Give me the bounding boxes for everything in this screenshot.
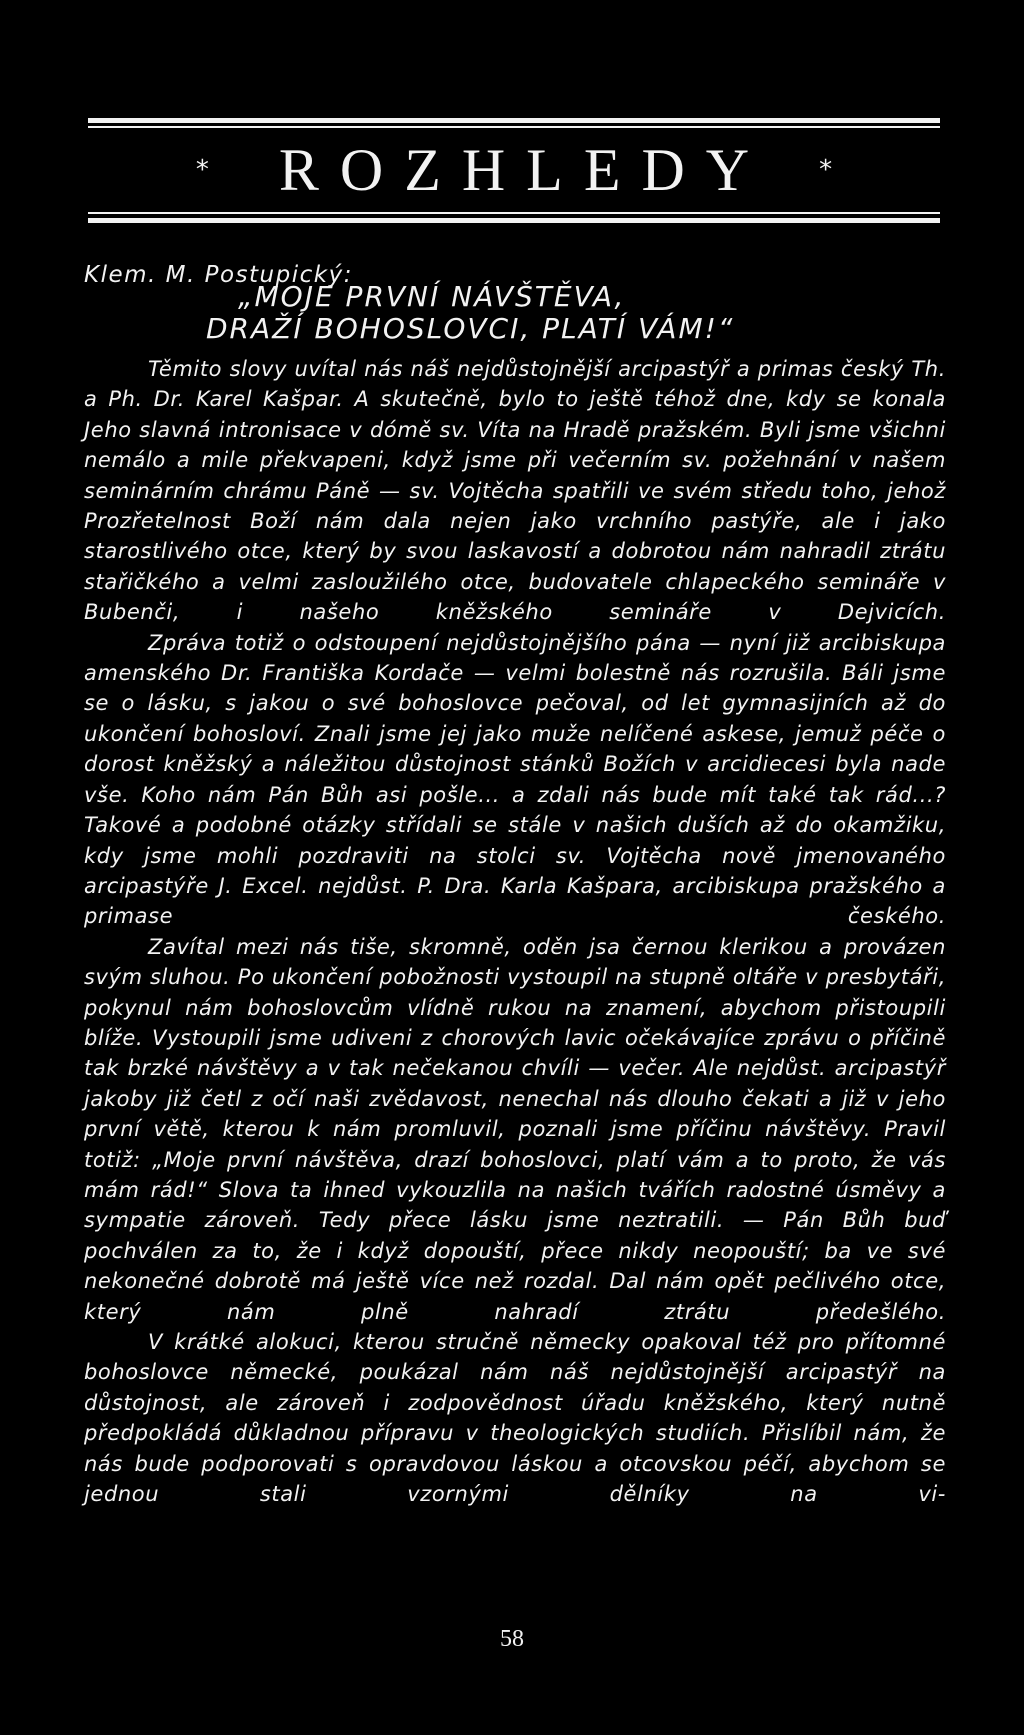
article-byline: Klem. M. Postupický:: [84, 262, 353, 288]
header-top-rule-thick: [88, 118, 940, 123]
article-paragraph: Těmito slovy uvítal nás náš nejdůstojnější arcipastýř a primas český Th. a Ph. Dr. Karel Kašpar. A skutečně, bylo to ještě téhož dne, kdy se konala Jeho slavná intronisace v dómě sv. Víta na Hradě pražském. Byli jsme všichni nemálo a mile překvapeni, když jsme při večerním sv. požehnání v našem seminárním chrámu Páně — sv. Vojtěcha spatřili ve svém středu toho, jehož Prozřetelnost Boží nám dala nejen jako vrchního pastýře, ale i jako starostlivého otce, který by svou laskavostí a dobrotou nám nahradil ztrátu stařičkého a velmi zasloužilého otce, budovatele chlapeckého semináře v Bubenči, i našeho kněžského semináře v Dejvicích.: [84, 357, 946, 625]
header-bottom-rule-thin: [88, 212, 940, 214]
star-ornament-right: *: [819, 155, 833, 185]
article-body: [84, 354, 946, 1509]
section-title: ROZHLEDY: [278, 136, 771, 203]
article-headline-line2: DRAŽÍ BOHOSLOVCI, PLATÍ VÁM!“: [206, 312, 735, 345]
article-paragraph: Zpráva totiž o odstoupení nejdůstojnějšího pána — nyní již arcibiskupa amenského Dr. Františka Kordače — velmi bolestně nás rozrušila. Báli jsme se o lásku, s jakou o své bohoslovce pečoval, od let gymnasijních až do ukončení bohosloví. Znali jsme jej jako muže nelíčené askese, jemuž péče o dorost kněžský a náležitou důstojnost stánků Božích v arcidiecesi byla nade vše. Koho nám Pán Bůh asi pošle... a zdali nás bude mít také tak rád...? Takové a podobné otázky střídali se stále v našich duších až do okamžiku, kdy jsme mohli pozdraviti na stolci sv. Vojtěcha nově jmenovaného arcipastýře J. Excel. nejdůst. P. Dra. Karla Kašpara, arcibiskupa pražského a primase českého.: [84, 630, 946, 929]
header-bottom-rule-thick: [88, 218, 940, 223]
article-paragraph: V krátké alokuci, kterou stručně německy opakoval též pro přítomné bohoslovce německé, poukázal nám náš nejdůstojnější arcipastýř na důstojnost, ale zároveň i zodpovědnost úřadu kněžského, který nutně předpokládá důkladnou přípravu v theologických studiích. Přislíbil nám, že nás bude podporovati s opravdovou láskou a otcovskou péčí, abychom se jednou stali vzornými dělníky na vi-: [84, 1330, 946, 1507]
header-top-rule-thin: [88, 126, 940, 128]
article-paragraph: Zavítal mezi nás tiše, skromně, oděn jsa černou klerikou a provázen svým sluhou. Po ukončení pobožnosti vystoupil na stupně oltáře v presbytáři, pokynul nám bohoslovcům vlídně rukou na znamení, abychom přistoupili blíže. Vystoupili jsme udiveni z chorových lavic očekávajíce zprávu o příčině tak brzké návštěvy a v tak nečekanou chvíli — večer. Ale nejdůst. arcipastýř jakoby již četl z očí naši zvědavost, nenechal nás dlouho čekati a již v jeho první větě, kterou k nám promluvil, poznali jsme příčinu návštěvy. Pravil totiž: „Moje první návštěva, drazí bohoslovci, platí vám a to proto, že vás mám rád!“ Slova ta ihned vykouzlila na našich tvářích radostné úsměvy a sympatie zároveň. Tedy přece lásku jsme neztratili. — Pán Bůh buď pochválen za to, že i když dopouští, přece nikdy neopouští; ba ve své nekonečné dobrotě má ještě více než rozdal. Dal nám opět pečlivého otce, který nám plně nahradí ztrátu předešlého.: [84, 934, 946, 1324]
article-headline-line1: „MOJE PRVNÍ NÁVŠTĚVA,: [238, 280, 626, 313]
star-ornament-left: *: [195, 155, 209, 185]
page-number: 58: [500, 1626, 524, 1652]
section-header: [88, 130, 940, 210]
